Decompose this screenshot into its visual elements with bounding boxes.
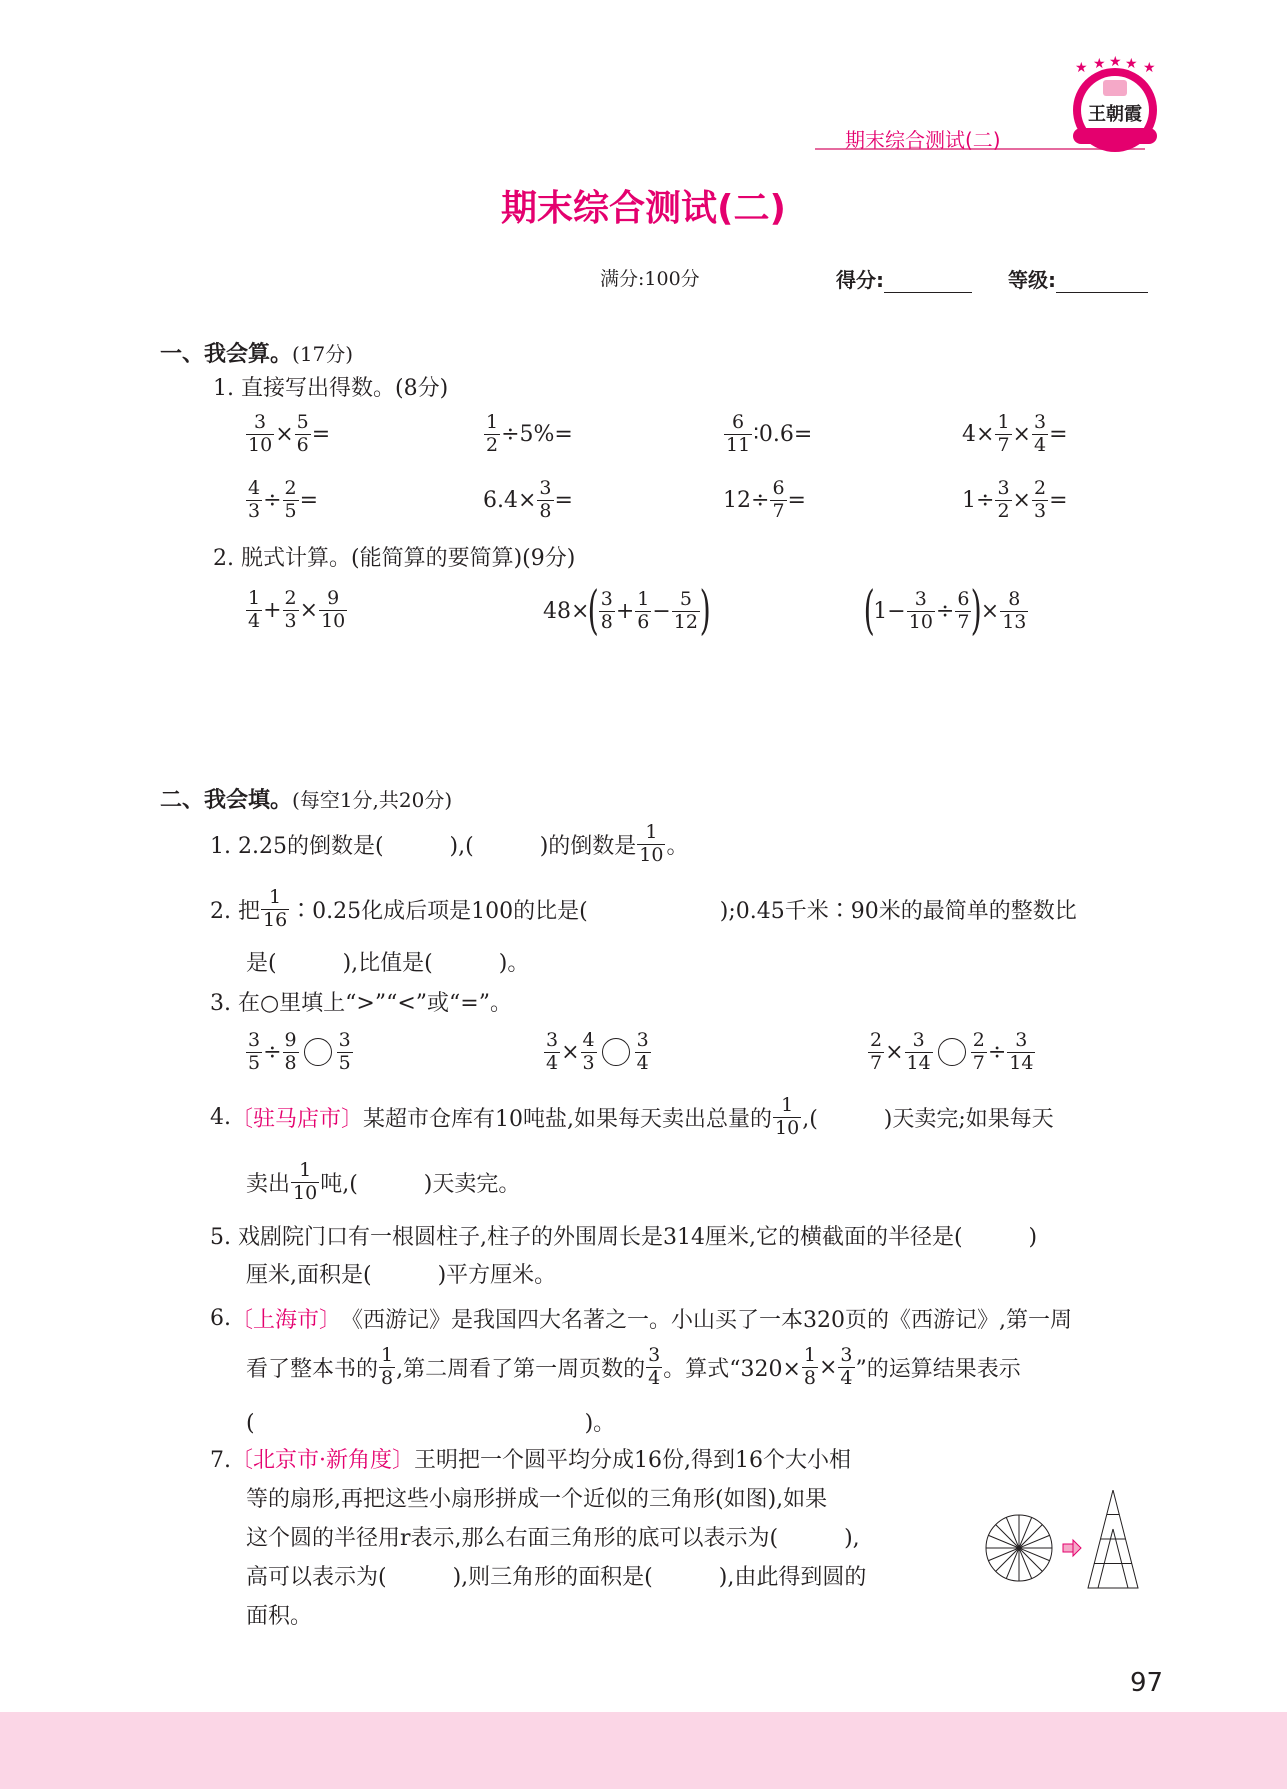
section1-title: 一、我会算。 <box>160 342 293 367</box>
sector-edge <box>1113 1529 1128 1588</box>
fraction: $\frac{4}{3}$ <box>582 1029 595 1074</box>
s1-q1-item: $\frac{1}{2}$ ÷5%= <box>486 411 573 456</box>
s2-q2-line2: 是( ),比值是( )。 <box>246 951 530 976</box>
grade-blank[interactable] <box>1056 272 1148 293</box>
fraction: $\frac{4}{3}$ <box>248 477 261 522</box>
fraction: $\frac{1}{10}$ <box>775 1094 800 1139</box>
grade-label: 等级: <box>1008 268 1056 292</box>
s1-q1-item: 6.4× $\frac{3}{8}$ = <box>483 477 573 522</box>
section1-points: (17分) <box>292 342 354 366</box>
s1-q1-item: $\frac{4}{3}$ ÷ $\frac{2}{5}$ = <box>248 477 319 522</box>
sector-edge <box>1098 1529 1113 1588</box>
fraction: $\frac{2}{7}$ <box>972 1029 985 1074</box>
fraction: $\frac{2}{7}$ <box>870 1029 883 1074</box>
s1-q1-item: $\frac{6}{11}$ ∶0.6= <box>726 411 813 456</box>
answer-circle[interactable] <box>304 1038 332 1066</box>
star-icon: ★ <box>1093 56 1106 72</box>
s1-q1-label: 1. 直接写出得数。(8分) <box>213 376 449 401</box>
s2-q3-compare-3: $\frac{2}{7}$ × $\frac{3}{14}$ $\frac{2}{7}$ ÷ $\frac{3}{14}$ <box>870 1029 1034 1074</box>
s2-q7-line1: 7.〔北京市·新角度〕王明把一个圆平均分成16份,得到16个大小相 <box>210 1448 851 1473</box>
fraction: $\frac{9}{10}$ <box>321 587 346 632</box>
fraction: $\frac{1}{2}$ <box>486 411 499 456</box>
s2-q7-line5: 面积。 <box>246 1604 313 1629</box>
star-icon: ★ <box>1075 60 1088 76</box>
s2-q3-compare-1: $\frac{3}{5}$ ÷ $\frac{9}{8}$ $\frac{3}{5}$ <box>248 1029 351 1074</box>
s1-q1-item: $\frac{3}{10}$ × $\frac{5}{6}$ = <box>248 411 331 456</box>
footer-band <box>0 1712 1287 1789</box>
star-icon: ★ <box>1109 54 1122 70</box>
score-blank[interactable] <box>884 272 972 293</box>
circle-to-triangle-figure <box>985 1490 1145 1590</box>
fraction: $\frac{1}{4}$ <box>248 587 261 632</box>
fraction: $\frac{1}{8}$ <box>803 1344 816 1389</box>
fraction: $\frac{3}{5}$ <box>338 1029 351 1074</box>
s1-q2-expr-2: 48× ( $\frac{3}{8}$ + $\frac{1}{6}$ − $\frac{5}{12}$ ) <box>543 581 711 641</box>
fraction: $\frac{3}{14}$ <box>1009 1029 1034 1074</box>
fraction: $\frac{2}{5}$ <box>284 477 297 522</box>
s1-q2-expr-3: ( 1− $\frac{3}{10}$ ÷ $\frac{6}{7}$ ) × $\frac{8}{13}$ <box>863 581 1027 641</box>
logo-ribbon <box>1073 128 1157 144</box>
s2-q5-line2: 厘米,面积是( )平方厘米。 <box>246 1263 557 1288</box>
s2-q6-line3: ( )。 <box>246 1411 616 1436</box>
fraction: $\frac{2}{3}$ <box>1033 477 1047 522</box>
section2-points: (每空1分,共20分) <box>292 788 453 812</box>
s1-q1-item: 1÷ $\frac{3}{2}$ × $\frac{2}{3}$ = <box>962 477 1068 522</box>
s2-q4-line2: 卖出 $\frac{1}{10}$ 吨,( )天卖完。 <box>246 1159 521 1204</box>
fraction: $\frac{1}{6}$ <box>637 587 650 633</box>
s2-q5-line1: 5. 戏剧院门口有一根圆柱子,柱子的外围周长是314厘米,它的横截面的半径是( ) <box>210 1225 1038 1250</box>
fraction: $\frac{3}{4}$ <box>1033 411 1047 456</box>
publisher-logo <box>1073 54 1157 152</box>
fraction: $\frac{3}{5}$ <box>248 1029 261 1074</box>
fraction: $\frac{3}{10}$ <box>908 587 933 633</box>
s2-q7-line2: 等的扇形,再把这些小扇形拼成一个近似的三角形(如图),如果 <box>246 1487 828 1512</box>
fraction: $\frac{9}{8}$ <box>284 1029 297 1074</box>
source-tag: 〔北京市·新角度〕 <box>231 1448 414 1473</box>
fraction: $\frac{1}{10}$ <box>293 1159 318 1204</box>
fraction: $\frac{1}{8}$ <box>381 1344 394 1389</box>
fraction: $\frac{3}{2}$ <box>997 477 1010 522</box>
answer-circle[interactable] <box>938 1038 966 1066</box>
fraction: $\frac{5}{12}$ <box>673 587 698 633</box>
source-tag: 〔上海市〕 <box>231 1308 342 1333</box>
right-paren: ) <box>971 581 983 641</box>
fraction: $\frac{1}{10}$ <box>639 821 664 866</box>
section1-heading <box>160 337 353 368</box>
approximate-triangle <box>1088 1490 1138 1588</box>
source-tag: 〔驻马店市〕 <box>231 1106 364 1132</box>
left-paren: ( <box>863 581 875 641</box>
fraction: $\frac{6}{7}$ <box>957 587 970 633</box>
crown-icon <box>1103 80 1127 96</box>
s2-q3-compare-2: $\frac{3}{4}$ × $\frac{4}{3}$ $\frac{3}{4}$ <box>546 1029 649 1074</box>
s1-q1-item: 4× $\frac{1}{7}$ × $\frac{3}{4}$ = <box>962 411 1068 456</box>
s1-q2-label: 2. 脱式计算。(能简算的要简算)(9分) <box>213 546 576 571</box>
fraction: $\frac{6}{7}$ <box>772 477 785 522</box>
answer-circle[interactable] <box>602 1038 630 1066</box>
star-icon: ★ <box>1143 60 1156 76</box>
fraction: $\frac{3}{4}$ <box>636 1029 649 1074</box>
fraction: $\frac{1}{7}$ <box>997 411 1010 456</box>
page-number: 97 <box>1130 1668 1164 1698</box>
s2-q4: 4. 〔驻马店市〕 某超市仓库有10吨盐,如果每天卖出总量的 $\frac{1}{10}$ ,( )天卖完;如果每天 <box>210 1094 1054 1139</box>
fraction: $\frac{2}{3}$ <box>284 587 297 632</box>
s2-q7-line4: 高可以表示为( ),则三角形的面积是( ),由此得到圆的 <box>246 1565 867 1590</box>
grade-field <box>1008 264 1148 293</box>
s2-q7-line3: 这个圆的半径用r表示,那么右面三角形的底可以表示为( ), <box>246 1526 860 1551</box>
fraction: $\frac{3}{8}$ <box>600 587 613 633</box>
s2-q6-line1: 6. 〔上海市〕 《西游记》是我国四大名著之一。小山买了一本320页的《西游记》,第一周 <box>210 1303 1072 1334</box>
score-label: 得分: <box>836 268 884 292</box>
fraction: $\frac{3}{4}$ <box>546 1029 559 1074</box>
fraction: $\frac{3}{14}$ <box>906 1029 931 1074</box>
page-title: 期末综合测试(二) <box>501 188 786 229</box>
fraction: $\frac{1}{16}$ <box>262 886 288 931</box>
fraction: $\frac{3}{4}$ <box>840 1344 853 1389</box>
s2-q6-line2: 看了整本书的 $\frac{1}{8}$ ,第二周看了第一周页数的 $\frac{3}{4}$ 。算式“320× $\frac{1}{8}$ × $\frac{3}{4}$ ”的运算结果表示 <box>246 1344 1021 1389</box>
divided-circle <box>986 1515 1052 1581</box>
score-field <box>836 264 972 293</box>
fraction: $\frac{8}{13}$ <box>1002 587 1027 633</box>
section2-heading <box>160 783 452 814</box>
fraction: $\frac{5}{6}$ <box>296 411 309 456</box>
right-paren: ) <box>699 581 711 641</box>
s1-q2-expr-1: $\frac{1}{4}$ + $\frac{2}{3}$ × $\frac{9}{10}$ <box>248 587 346 632</box>
full-marks: 满分:100分 <box>600 268 700 290</box>
arrow-icon <box>1063 1540 1081 1556</box>
fraction: $\frac{3}{8}$ <box>539 477 552 522</box>
header-section-title: 期末综合测试(二) <box>845 128 1001 152</box>
logo-text: 王朝霞 <box>1088 104 1142 125</box>
s2-q2: 2. 把 $\frac{1}{16}$ ∶0.25化成后项是100的比是( );0.45千米∶90米的最简单的整数比 <box>210 886 1077 931</box>
left-paren: ( <box>588 581 600 641</box>
section2-title: 二、我会填。 <box>160 788 293 813</box>
s1-q1-item: 12÷ $\frac{6}{7}$ = <box>723 477 806 522</box>
star-icon: ★ <box>1125 56 1138 72</box>
fraction: $\frac{3}{10}$ <box>248 411 273 456</box>
s2-q3-label: 3. 在○里填上“>”“<”或“=”。 <box>210 991 512 1016</box>
fraction: $\frac{6}{11}$ <box>726 411 751 456</box>
fraction: $\frac{3}{4}$ <box>648 1344 661 1389</box>
s2-q1: 1. 2.25的倒数是( ),( )的倒数是 $\frac{1}{10}$ 。 <box>210 821 689 866</box>
